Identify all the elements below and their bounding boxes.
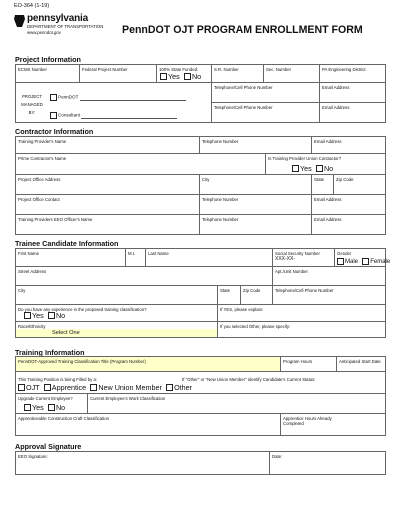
contractor-table — [15, 136, 386, 235]
contact-phone-field[interactable]: Telephone Number — [200, 195, 312, 215]
race-field: Race/Ethnicity Select One — [16, 322, 218, 338]
trainee-phone-field[interactable]: Telephone/Cell Phone Number — [273, 286, 386, 305]
office-zip-field[interactable]: Zip Code — [334, 175, 386, 195]
other-checkbox[interactable] — [166, 384, 173, 391]
trainee-table — [15, 248, 391, 338]
start-date-field[interactable]: Anticipated Start Date — [337, 357, 386, 372]
provider-email-field[interactable]: Email Address — [312, 137, 386, 154]
first-name-field[interactable]: First Name — [16, 249, 126, 267]
managed-by-cell: PROJECT MANAGED BY: PennDOT Consultant — [16, 83, 212, 123]
office-contact-field[interactable]: Project Office Contact — [16, 195, 200, 215]
trainee-state-field[interactable]: State — [218, 286, 241, 305]
signature-date-field[interactable]: Date: — [270, 452, 386, 475]
apprentice-checkbox[interactable] — [44, 384, 51, 391]
provider-phone-field[interactable]: Telephone Number — [200, 137, 312, 154]
experience-no-checkbox[interactable] — [48, 312, 55, 319]
trainee-zip-field[interactable]: Zip Code — [241, 286, 273, 305]
ecms-field[interactable]: ECMS Number — [16, 65, 80, 83]
apt-field[interactable]: Apt./Unit Number — [273, 267, 386, 286]
state-funded-yes-checkbox[interactable] — [160, 73, 167, 80]
sec-field[interactable]: Sec. Number — [264, 65, 320, 83]
penndot-logo — [14, 13, 114, 43]
female-checkbox[interactable] — [362, 258, 369, 265]
mi-field[interactable]: M.I. — [126, 249, 146, 267]
sr-field[interactable]: S.R. Number — [212, 65, 264, 83]
section-training-heading: Training Information — [15, 348, 85, 357]
office-state-field[interactable]: State — [312, 175, 334, 195]
ssn-field[interactable]: Social Security Number XXX-XX- — [273, 249, 335, 267]
email1-field[interactable]: Email Address — [320, 83, 386, 103]
form-number: EO-364 (1-19) — [14, 3, 50, 9]
office-city-field[interactable]: City — [200, 175, 312, 195]
eeo-phone-field[interactable]: Telephone Number — [200, 215, 312, 235]
program-hours-field[interactable]: Program Hours — [281, 357, 337, 372]
consultant-manager-line[interactable] — [81, 113, 177, 119]
street-address-field[interactable]: Street Address — [16, 267, 273, 286]
appr-hours-field[interactable]: Apprentice Hours Already Completed — [281, 414, 386, 436]
provider-name-field[interactable]: Training Provider's Name — [16, 137, 200, 154]
ssn-value: XXX-XX- — [275, 255, 296, 262]
state-funded-field: 100% State Funded: Yes No — [157, 65, 212, 83]
gender-field: Gender Male Female — [335, 249, 386, 267]
email2-field[interactable]: Email Address — [320, 103, 386, 123]
upgrade-no-checkbox[interactable] — [48, 404, 55, 411]
consultant-checkbox[interactable] — [50, 112, 57, 119]
last-name-field[interactable]: Last Name — [146, 249, 273, 267]
project-table — [15, 64, 386, 123]
phone1-field[interactable]: Telephone/Cell Phone Number — [212, 83, 320, 103]
trainee-city-field[interactable]: City — [16, 286, 218, 305]
keystone-icon — [14, 15, 25, 27]
section-trainee-heading: Trainee Candidate Information — [15, 239, 119, 248]
brand-name: pennsylvania — [27, 13, 88, 24]
upgrade-yes-checkbox[interactable] — [24, 404, 31, 411]
prime-name-field[interactable]: Prime Contractor's Name — [16, 154, 266, 175]
union-no-checkbox[interactable] — [316, 165, 323, 172]
section-approval-heading: Approval Signature — [15, 442, 82, 451]
eeo-name-field[interactable]: Training Providers EEO Officer's Name — [16, 215, 200, 235]
union-question: Is Training Provider Union Contractor? Yes No — [266, 154, 386, 175]
filled-by-row: This Training Position is being Filled by a: If "Other" or "New Union Member" Identify Candidate's Current Status: OJT Apprentice New Union Member Other — [16, 372, 386, 394]
managed-by-label: PROJECT MANAGED BY: — [21, 94, 43, 115]
phone2-field[interactable]: Telephone/Cell Phone Number — [212, 103, 320, 123]
explain-field[interactable]: If YES, please explain: — [218, 305, 386, 322]
male-checkbox[interactable] — [337, 258, 344, 265]
experience-yes-checkbox[interactable] — [24, 312, 31, 319]
other-specify-field[interactable]: If you selected Other, please specify: — [218, 322, 386, 338]
eeo-email-field[interactable]: Email Address — [312, 215, 386, 235]
upgrade-question: Upgrade Current Employee? Yes No — [16, 394, 88, 414]
contact-email-field[interactable]: Email Address — [312, 195, 386, 215]
page-title: PennDOT OJT PROGRAM ENROLLMENT FORM — [122, 24, 363, 36]
state-funded-no-checkbox[interactable] — [184, 73, 191, 80]
penndot-checkbox[interactable] — [50, 94, 57, 101]
ojt-checkbox[interactable] — [18, 384, 25, 391]
race-select[interactable]: Select One — [16, 329, 217, 337]
penndot-manager-line[interactable] — [80, 95, 186, 101]
federal-field[interactable]: Federal Project Number — [80, 65, 157, 83]
office-address-field[interactable]: Project Office Address — [16, 175, 200, 195]
status-question: If "Other" or "New Union Member" Identify Candidate's Current Status: — [182, 377, 316, 382]
experience-question: Do you have any experience in the proposed training classification? Yes No — [16, 305, 218, 322]
approval-table — [15, 451, 386, 475]
section-project-heading: Project Information — [15, 55, 81, 64]
district-field[interactable]: PA Engineering District — [320, 65, 386, 83]
website: www.penndot.gov — [27, 30, 61, 35]
eeo-signature-field[interactable]: EEO Signature: — [16, 452, 270, 475]
department-name: DEPARTMENT OF TRANSPORTATION — [27, 24, 104, 29]
training-table — [15, 356, 386, 436]
classification-field[interactable]: PennDOT-Approved Training Classification Title (Program Number) — [16, 357, 281, 372]
new-union-checkbox[interactable] — [90, 384, 97, 391]
union-yes-checkbox[interactable] — [292, 165, 299, 172]
work-class-field[interactable]: Current Employee's Work Classification — [88, 394, 386, 414]
section-contractor-heading: Contractor Information — [15, 127, 94, 136]
craft-class-field[interactable]: Apprenticeable Construction Craft Classification — [16, 414, 281, 436]
